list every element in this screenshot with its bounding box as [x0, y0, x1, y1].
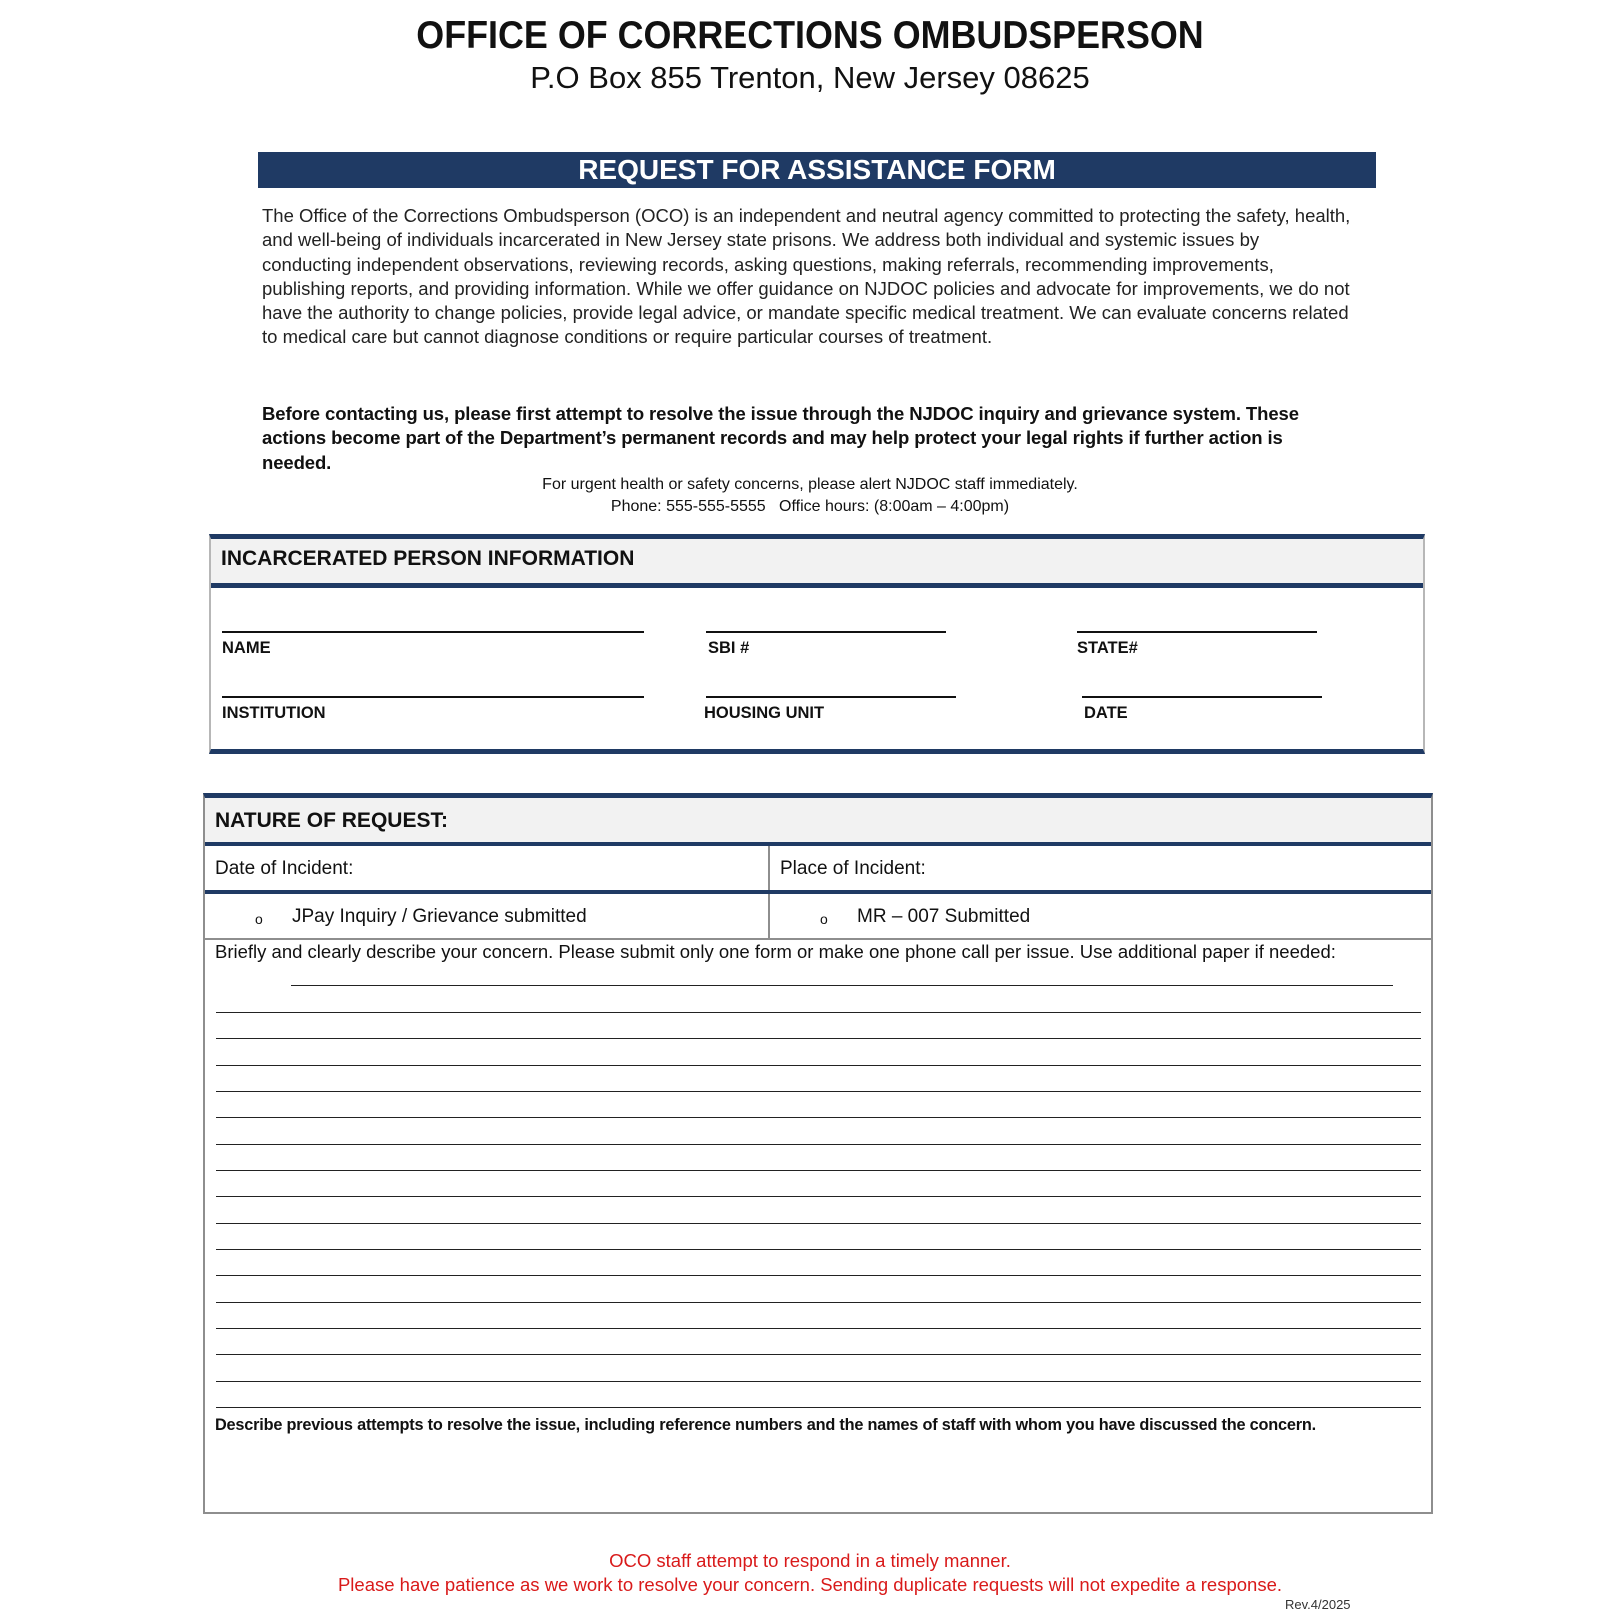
state-number-field[interactable]: [1077, 631, 1317, 633]
office-title: OFFICE OF CORRECTIONS OMBUDSPERSON: [416, 14, 1204, 57]
revision-label: Rev.4/2025: [1285, 1597, 1351, 1612]
footer-patience-note: Please have patience as we work to resolve your concern. Sending duplicate requests will not expedite a response.: [337, 1574, 1283, 1595]
concern-line[interactable]: [216, 1144, 1421, 1145]
jpay-option-label: JPay Inquiry / Grievance submitted: [292, 906, 587, 927]
form-title-banner: REQUEST FOR ASSISTANCE FORM: [258, 152, 1376, 188]
place-of-incident-field[interactable]: Place of Incident:: [780, 858, 926, 879]
section-header: [205, 798, 1431, 842]
sbi-label: SBI #: [708, 639, 750, 657]
concern-line[interactable]: [216, 1065, 1421, 1066]
date-field[interactable]: [1082, 696, 1322, 698]
housing-unit-field[interactable]: [706, 696, 956, 698]
concern-line[interactable]: [216, 1117, 1421, 1118]
institution-label: INSTITUTION: [222, 704, 326, 722]
concern-line[interactable]: [216, 1038, 1421, 1039]
concern-line[interactable]: [216, 1196, 1421, 1197]
concern-first-line[interactable]: [291, 985, 1393, 986]
footer-response-note: OCO staff attempt to respond in a timely manner.: [609, 1550, 1011, 1571]
phone-hours-line: Phone: 555-555-5555 Office hours: (8:00am – 4:00pm): [610, 498, 1010, 515]
previous-attempts-area[interactable]: [207, 1443, 1427, 1509]
office-address: P.O Box 855 Trenton, New Jersey 08625: [530, 60, 1090, 95]
name-label: NAME: [222, 639, 271, 657]
describe-concern-prompt: Briefly and clearly describe your concern. Please submit only one form or make one phone call per issue. Use additional paper if needed:: [215, 941, 1336, 962]
state-number-label: STATE#: [1077, 639, 1138, 657]
jpay-radio-button[interactable]: o: [255, 911, 263, 927]
before-contacting-paragraph: Before contacting us, please first attempt to resolve the issue through the NJDOC inquiry and grievance system. These actions become part of the Department’s permanent records and may help protect your legal rights if further action is needed.: [262, 403, 1299, 473]
section-heading: INCARCERATED PERSON INFORMATION: [221, 547, 635, 570]
urgent-line: For urgent health or safety concerns, please alert NJDOC staff immediately.: [542, 476, 1078, 493]
concern-line[interactable]: [216, 1091, 1421, 1092]
nature-of-request-section: [203, 793, 1433, 1514]
date-of-incident-field[interactable]: Date of Incident:: [215, 858, 354, 879]
section-heading: NATURE OF REQUEST:: [215, 809, 448, 832]
housing-unit-label: HOUSING UNIT: [704, 704, 825, 722]
date-label: DATE: [1084, 704, 1128, 722]
concern-line[interactable]: [216, 1354, 1421, 1355]
previous-attempts-prompt: Describe previous attempts to resolve the issue, including reference numbers and the names of staff with whom you have discussed the concern.: [215, 1416, 1316, 1434]
mr-007-radio-button[interactable]: o: [820, 911, 828, 927]
concern-line[interactable]: [216, 1328, 1421, 1329]
sbi-field[interactable]: [706, 631, 946, 633]
concern-line[interactable]: [216, 1381, 1421, 1382]
concern-line[interactable]: [216, 1223, 1421, 1224]
concern-line[interactable]: [216, 1249, 1421, 1250]
concern-line[interactable]: [216, 1275, 1421, 1276]
section-header: [211, 539, 1423, 588]
concern-line[interactable]: [216, 1407, 1421, 1408]
mr-007-option-label: MR – 007 Submitted: [857, 906, 1031, 927]
urgent-contact-info: [0, 474, 1620, 518]
divider: [205, 842, 1431, 846]
intro-paragraph: The Office of the Corrections Ombudsperson (OCO) is an independent and neutral agency committed to protecting the safety, health, and well-being of individuals incarcerated in New Jersey state prisons. We address both individual and systemic issues by conducting independent observations, reviewing records, asking questions, making referrals, recommending improvements, publishing reports, and providing information. While we offer guidance on NJDOC policies and advocate for improvements, we do not have the authority to change policies, provide legal advice, or mandate specific medical treatment. We can evaluate concerns related to medical care but cannot diagnose conditions or require particular courses of treatment.: [262, 205, 1351, 348]
divider: [205, 890, 1431, 894]
name-field[interactable]: [222, 631, 644, 633]
concern-line[interactable]: [216, 1012, 1421, 1013]
incarcerated-person-section: [209, 534, 1425, 754]
concern-line[interactable]: [216, 1170, 1421, 1171]
institution-field[interactable]: [222, 696, 644, 698]
concern-line[interactable]: [216, 1302, 1421, 1303]
